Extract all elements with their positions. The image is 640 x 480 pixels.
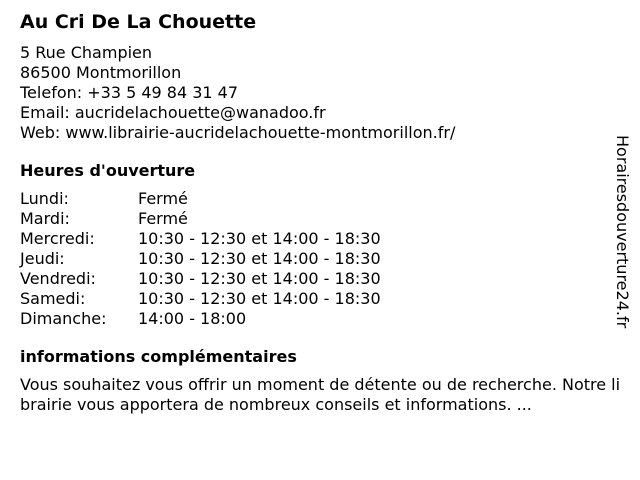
phone-line: Telefon: +33 5 49 84 31 47 (20, 83, 239, 102)
address-city: 86500 Montmorillon (20, 63, 182, 82)
web-line: Web: www.librairie-aucridelachouette-montmorillon.fr/ (20, 123, 456, 142)
hours-time: 10:30 - 12:30 et 14:00 - 18:30 (138, 269, 381, 288)
info-description: Vous souhaitez vous offrir un moment de détente ou de recherche. Notre librairie vous apportera de nombreux conseils et informations. ... (20, 375, 621, 414)
hours-day-label: Jeudi: (20, 249, 65, 268)
hours-time: 10:30 - 12:30 et 14:00 - 18:30 (138, 289, 381, 308)
email-line: Email: aucridelachouette@wanadoo.fr (20, 103, 326, 122)
address-street: 5 Rue Champien (20, 43, 153, 62)
hours-time: Fermé (138, 209, 188, 228)
hours-row-samedi (20, 289, 620, 309)
hours-row-lundi (20, 189, 620, 209)
hours-day-label: Mercredi: (20, 229, 95, 248)
hours-time: 10:30 - 12:30 et 14:00 - 18:30 (138, 249, 381, 268)
address-block (20, 43, 620, 143)
hours-day-label: Vendredi: (20, 269, 96, 288)
hours-time: 14:00 - 18:00 (138, 309, 247, 328)
hours-time: 10:30 - 12:30 et 14:00 - 18:30 (138, 229, 381, 248)
hours-row-dimanche (20, 309, 620, 329)
hours-table (20, 189, 620, 329)
business-card (20, 10, 620, 415)
business-name: Au Cri De La Chouette (20, 11, 257, 33)
hours-day-label: Mardi: (20, 209, 70, 228)
hours-day-label: Lundi: (20, 189, 69, 208)
hours-row-mercredi (20, 229, 620, 249)
brand-watermark: Horairesdouverture24.fr (613, 135, 632, 329)
hours-heading: Heures d'ouverture (20, 161, 196, 180)
hours-row-jeudi (20, 249, 620, 269)
hours-row-mardi (20, 209, 620, 229)
hours-row-vendredi (20, 269, 620, 289)
hours-day-label: Dimanche: (20, 309, 107, 328)
hours-day-label: Samedi: (20, 289, 86, 308)
info-heading: informations complémentaires (20, 347, 297, 366)
hours-time: Fermé (138, 189, 188, 208)
